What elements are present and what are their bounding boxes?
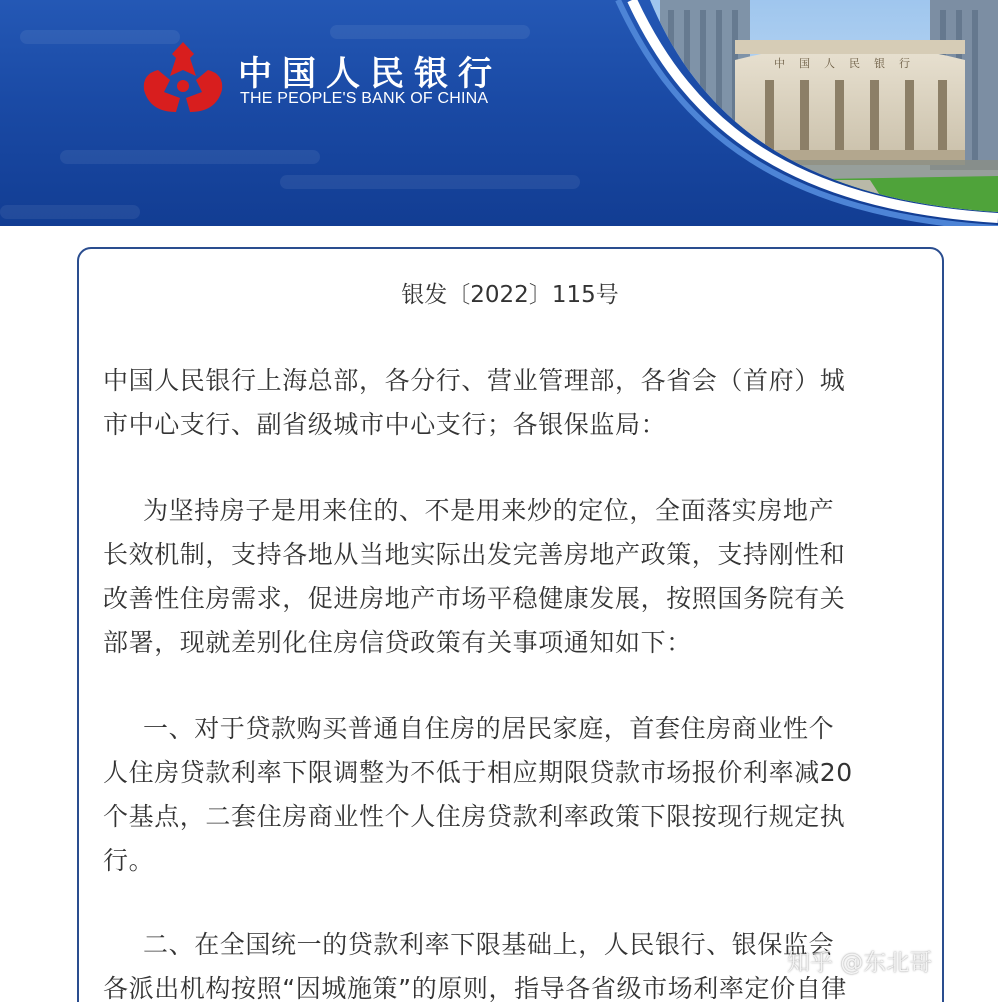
document-line: 各派出机构按照“因城施策”的原则，指导各省级市场利率定价自律 — [103, 974, 847, 1002]
document-line: 个基点，二套住房商业性个人住房贷款利率政策下限按现行规定执 — [103, 802, 846, 831]
building-sign-text: 中国人民银行 — [774, 57, 924, 70]
header-banner — [0, 0, 998, 226]
document-line: 部署，现就差别化住房信贷政策有关事项通知如下： — [103, 628, 692, 657]
zhihu-watermark: 知乎 @东北哥 — [787, 950, 933, 976]
pboc-logo-icon — [140, 40, 226, 116]
bank-name-english: THE PEOPLE'S BANK OF CHINA — [240, 90, 489, 107]
document-line: 改善性住房需求，促进房地产市场平稳健康发展，按照国务院有关 — [103, 584, 846, 613]
document-card — [77, 247, 944, 1002]
document-line: 市中心支行、副省级城市中心支行；各银保监局： — [103, 410, 667, 439]
document-number: 银发〔2022〕115号 — [401, 282, 619, 308]
bank-name-chinese: 中国人民银行 — [238, 54, 502, 94]
document-line: 人住房贷款利率下限调整为不低于相应期限贷款市场报价利率减20 — [103, 758, 853, 787]
document-line: 一、对于贷款购买普通自住房的居民家庭，首套住房商业性个 — [143, 714, 835, 743]
document-line: 长效机制，支持各地从当地实际出发完善房地产政策，支持刚性和 — [103, 540, 846, 569]
document-line: 行。 — [103, 846, 155, 875]
document-line: 二、在全国统一的贷款利率下限基础上，人民银行、银保监会 — [143, 930, 835, 959]
document-line: 中国人民银行上海总部，各分行、营业管理部，各省会（首府）城 — [103, 366, 846, 395]
document-line: 为坚持房子是用来住的、不是用来炒的定位，全面落实房地产 — [143, 496, 835, 525]
